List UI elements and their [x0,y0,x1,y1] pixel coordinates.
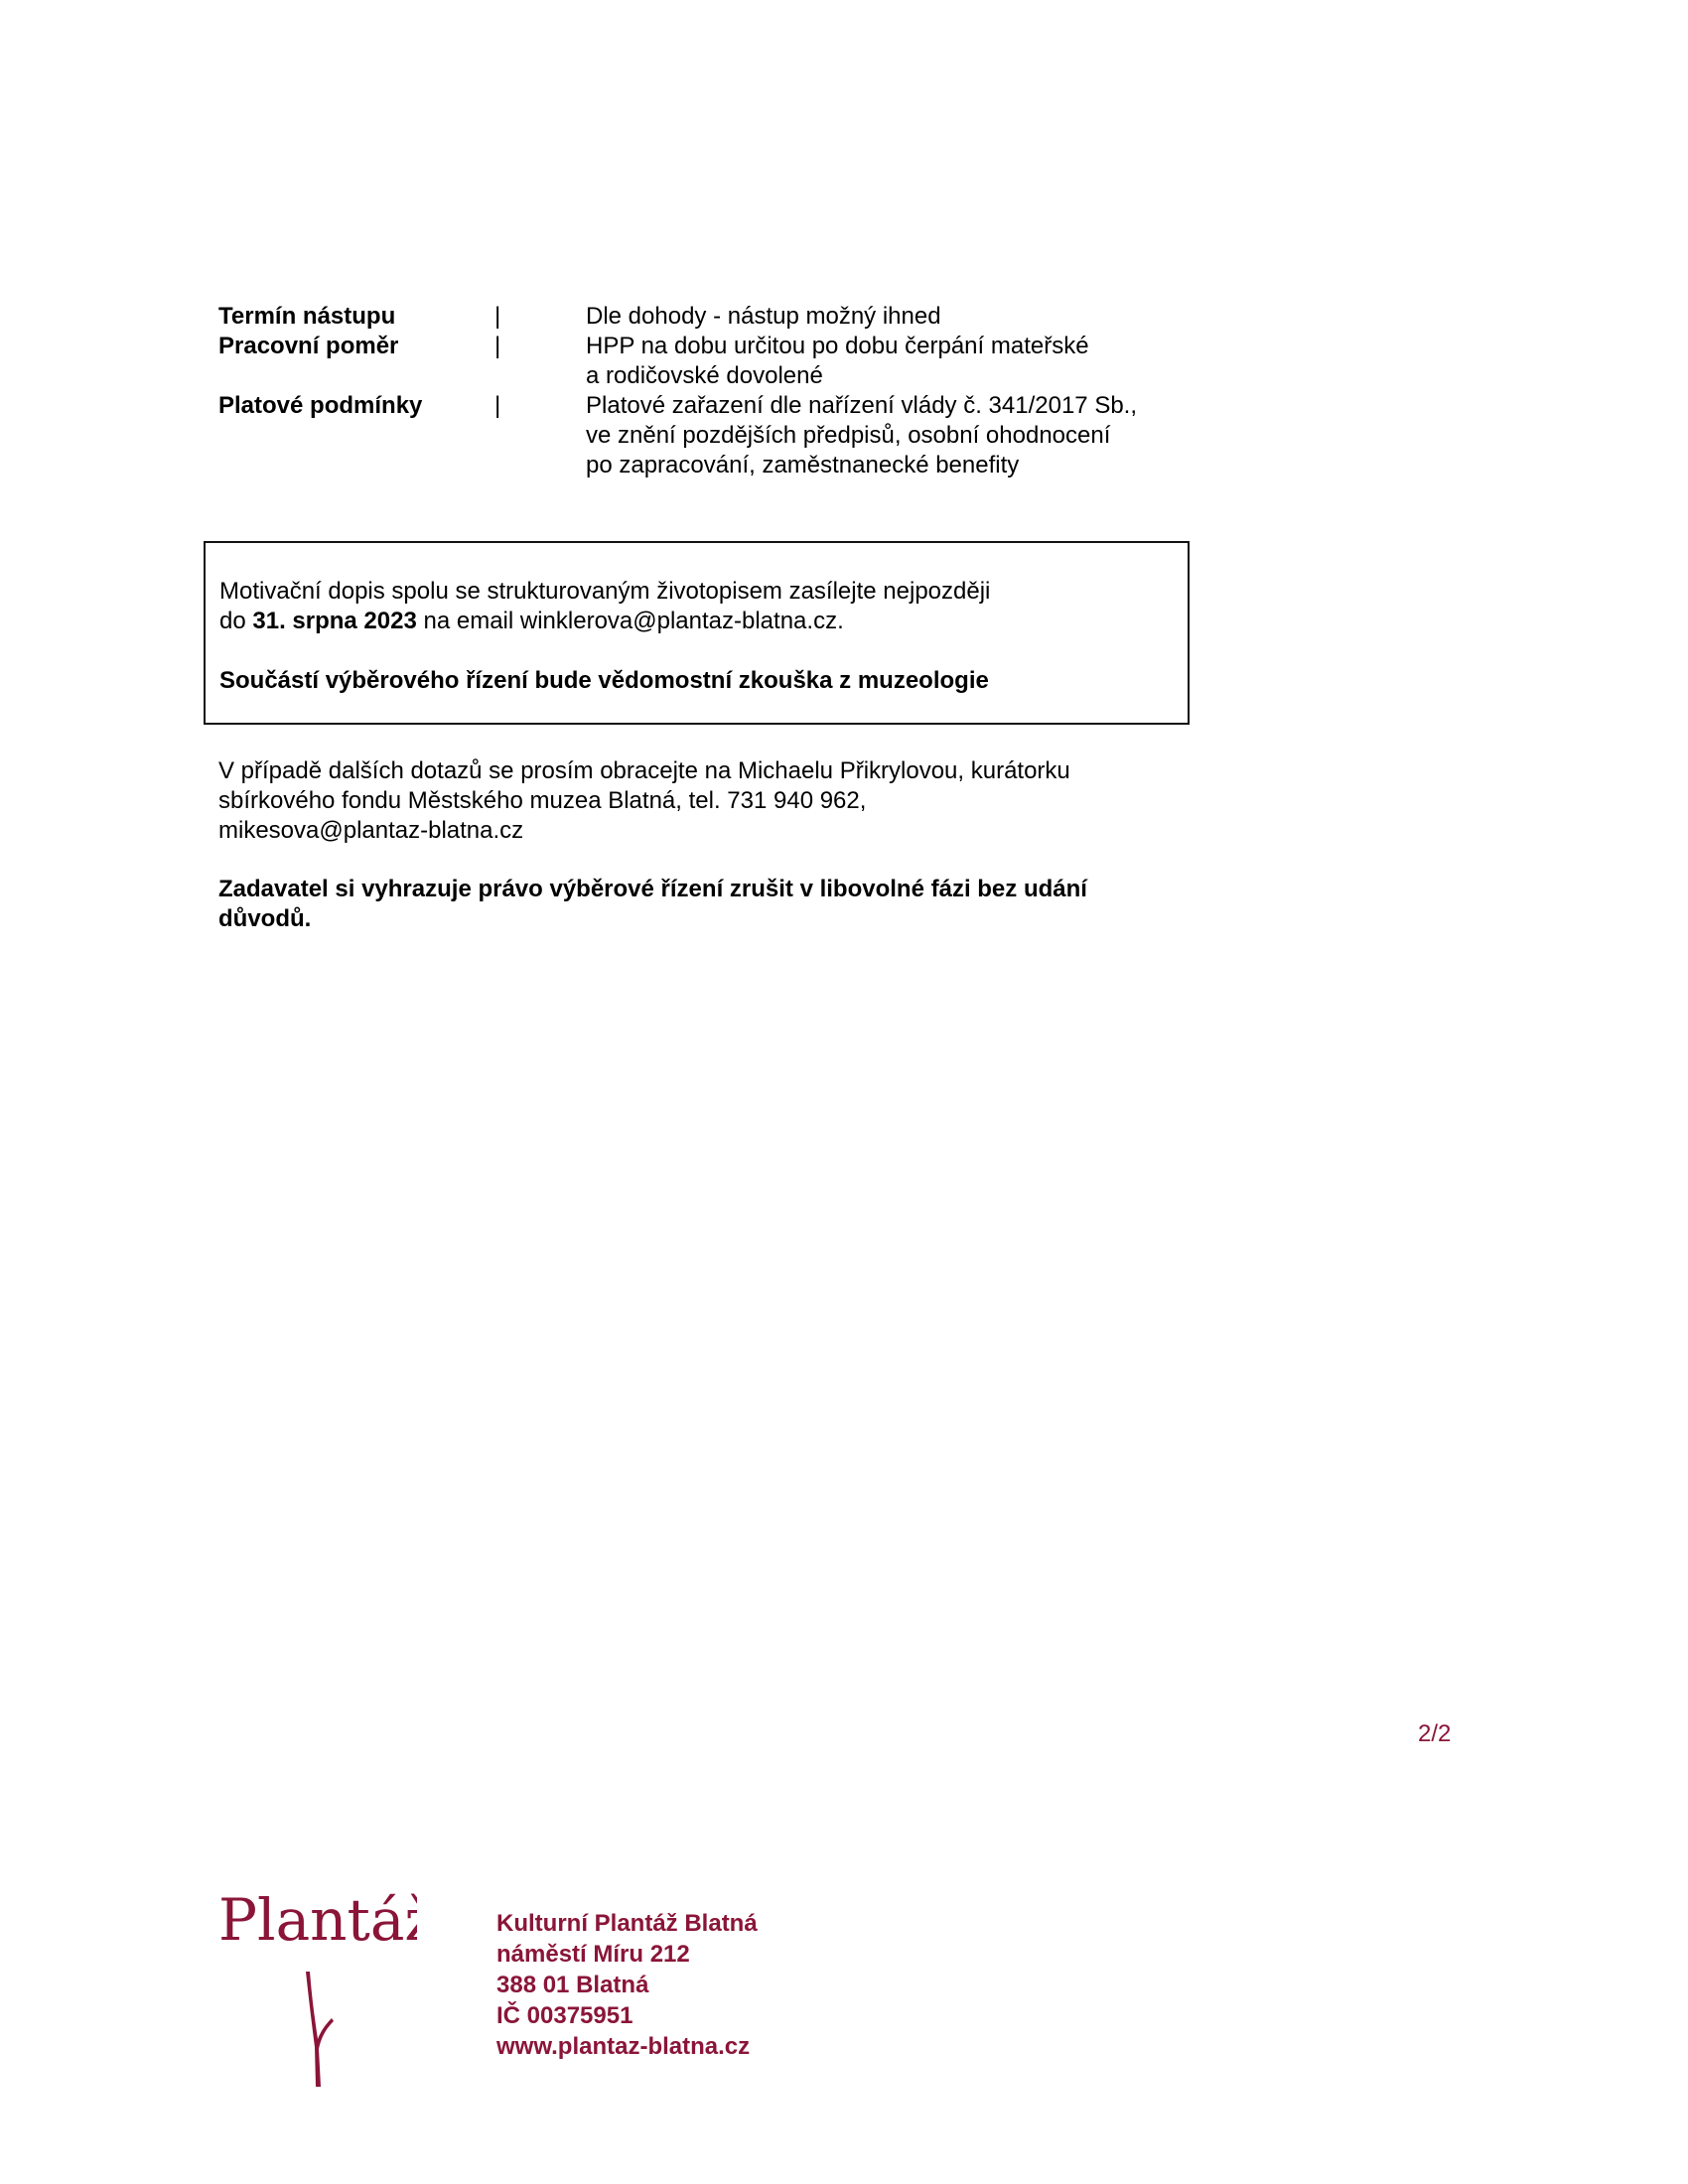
job-info-table [218,302,1211,480]
contact-line: V případě dalších dotazů se prosím obracejte na Michaelu Přikrylovou, kurátorku [218,757,1070,784]
disclaimer-paragraph [218,875,1192,934]
notice-text: do [219,608,253,634]
info-value-line: Platové zařazení dle nařízení vlády č. 341/2017 Sb., [586,392,1138,419]
plantaz-logo [218,1888,417,2087]
info-row-employment-type [218,332,1211,391]
info-value-line: Dle dohody - nástup možný ihned [586,303,941,330]
disclaimer-line: důvodů. [218,905,312,932]
website-link[interactable]: www.plantaz-blatna.cz [496,2033,751,2060]
vine-mark-icon [298,1970,338,2089]
info-value [586,391,1211,480]
notice-content [219,577,1178,696]
application-notice-box [204,541,1190,725]
logo-wordmark [218,1888,417,1958]
info-label: Termín nástupu [218,303,396,330]
notice-line: Motivační dopis spolu se strukturovaným životopisem zasílejte nejpozději [219,578,991,605]
info-value-line: po zapracování, zaměstnanecké benefity [586,452,1020,478]
info-row-salary [218,391,1211,480]
info-value-line: a rodičovské dovolené [586,362,823,389]
info-row-start-date [218,302,1211,332]
contact-line: sbírkového fondu Městského muzea Blatná, tel. 731 940 962, [218,787,867,814]
info-label: Platové podmínky [218,392,423,419]
info-value-line: HPP na dobu určitou po dobu čerpání mateřské [586,333,1089,359]
disclaimer-line: Zadavatel si vyhrazuje právo výběrové řízení zrušit v libovolné fázi bez udání [218,876,1087,902]
notice-deadline-line [219,607,1178,636]
info-separator: | [494,303,501,330]
address-line: 388 01 Blatná [496,1972,649,1998]
contact-paragraph [218,756,1192,846]
info-separator: | [494,392,501,419]
address-line: IČ 00375951 [496,2002,633,2029]
address-line: Kulturní Plantáž Blatná [496,1910,758,1937]
svg-text:Plantáž: Plantáž [218,1888,417,1954]
footer-address [496,1908,758,2062]
info-value [586,302,1211,332]
info-separator: | [494,333,501,359]
contact-email-link[interactable]: mikesova@plantaz-blatna.cz [218,817,524,844]
page-number: 2/2 [1418,1720,1452,1747]
deadline-date: 31. srpna 2023 [252,608,417,634]
info-label: Pracovní poměr [218,333,399,359]
info-value [586,332,1211,391]
notice-email-text[interactable]: na email winklerova@plantaz-blatna.cz. [416,608,844,634]
address-line: náměstí Míru 212 [496,1941,690,1968]
info-value-line: ve znění pozdějších předpisů, osobní ohodnocení [586,422,1111,449]
exam-note: Součástí výběrového řízení bude vědomostní zkouška z muzeologie [219,667,989,694]
